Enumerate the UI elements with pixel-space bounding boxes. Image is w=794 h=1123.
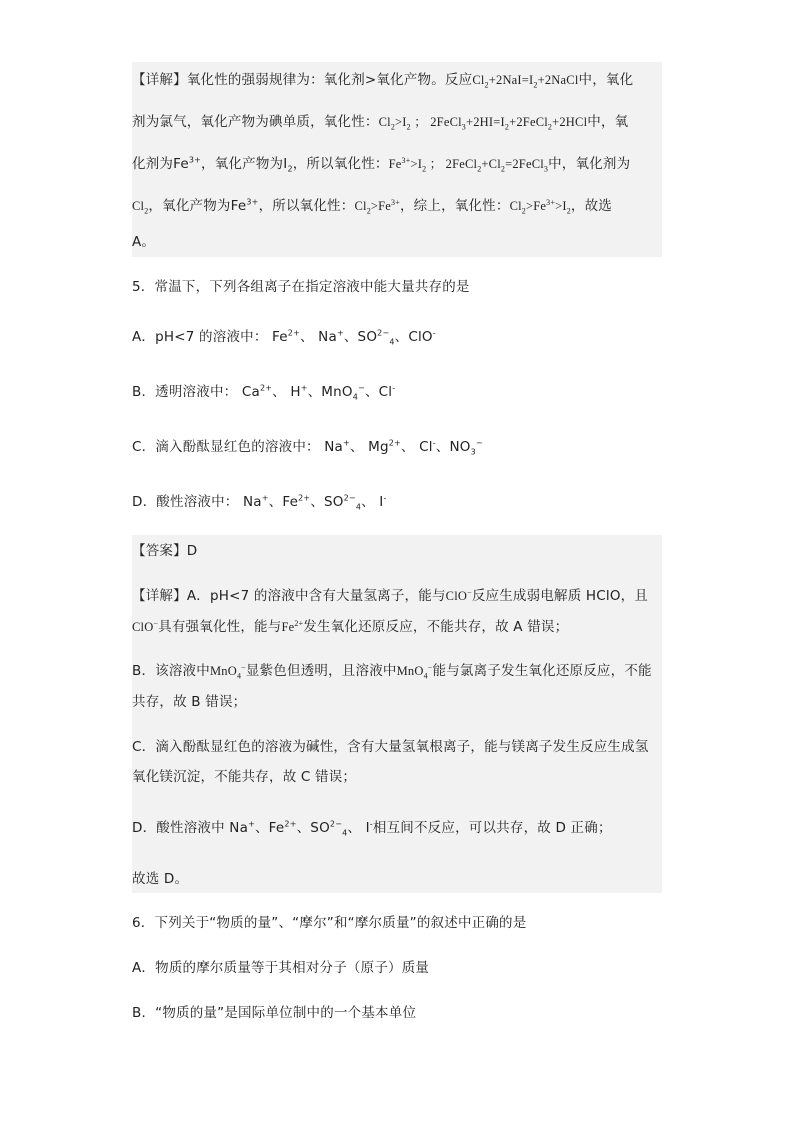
explanation2-line-3: B．该溶液中MnO$_4$−显紫色但透明，且溶液中MnO$_4$−能与氯离子发生氧化还原反应，不能 [132,662,652,681]
question-5-option-c: C．滴入酚酞显红色的溶液中： Na+、 $Mg^{2+}$、 Cl-、$NO_3^-$ [132,438,483,457]
explanation2-line-6: 氧化镁沉淀，不能共存，故 C 错误； [132,769,357,785]
explanation-line-1: 【详解】氧化性的强弱规律为：氧化剂>氧化产物。反应$Cl_2+2NaI=I_2+2NaCl$中，氧化 [132,72,634,90]
explanation2-line-1: 【详解】A．pH<7 的溶液中含有大量氢离子，能与ClO−反应生成弱电解质 HClO，且 [132,587,649,604]
explanation2-line-5: C．滴入酚酞显红色的溶液为碱性，含有大量氢氧根离子，能与镁离子发生反应生成氢 [132,739,649,755]
question-5-stem: 5．常温下，下列各组离子在指定溶液中能大量共存的是 [132,279,470,295]
explanation2-line-7: D．酸性溶液中 Na+、$Fe^{2+}$、$SO^{2-}_4$、 I-相互间不反应，可以共存，故 D 正确； [132,819,612,838]
explanation-line-3: 化剂为$Fe^{3+}$，氧化产物为$I_2$，所以氧化性：$Fe^{3+}>I_2$ ； $2FeCl_2+Cl_2=2FeCl_3$中，氧化剂为 [132,155,631,174]
explanation-line-4: $Cl_2$，氧化产物为$Fe^{3+}$，所以氧化性：$Cl_2>Fe^{3+}$，综上，氧化性：$Cl_2>Fe^{3+}>I_2$，故选 [132,197,613,216]
explanation2-line-8: 故选 D。 [132,871,189,887]
question-6-option-a: A．物质的摩尔质量等于其相对分子（原子）质量 [132,960,430,976]
explanation2-line-4: 共存，故 B 错误； [132,694,247,710]
explanation-label: 【详解】 [132,72,187,88]
question-5-option-a: A．pH<7 的溶液中： $Fe^{2+}$、 Na+、$SO^{2-}_4$、ClO- [132,328,436,347]
explanation-line-2: 剂为氯气，氧化产物为碘单质，氧化性：$Cl_2>I_2$ ； $2FeCl_3+2HI=I_2+2FeCl_2+2HCl$中，氧 [132,114,629,132]
explanation-line-5: A。 [132,234,156,250]
explanation2-line-2: ClO−具有强氧化性，能与$Fe^{2+}$发生氧化还原反应，不能共存，故 A 错误； [132,618,569,635]
explanation-label: 【详解】 [132,588,187,604]
question-5-option-d: D．酸性溶液中： Na+、$Fe^{2+}$、$SO^{2-}_4$、 I- [132,493,387,512]
question-5-option-b: B．透明溶液中： $Ca^{2+}$、 H+、MnO$_4$−、Cl- [132,383,396,402]
answer-line: 【答案】D [132,543,198,559]
question-6-option-b: B．“物质的量”是国际单位制中的一个基本单位 [132,1005,417,1021]
question-6-stem: 6．下列关于“物质的量”、“摩尔”和“摩尔质量”的叙述中正确的是 [132,915,527,931]
